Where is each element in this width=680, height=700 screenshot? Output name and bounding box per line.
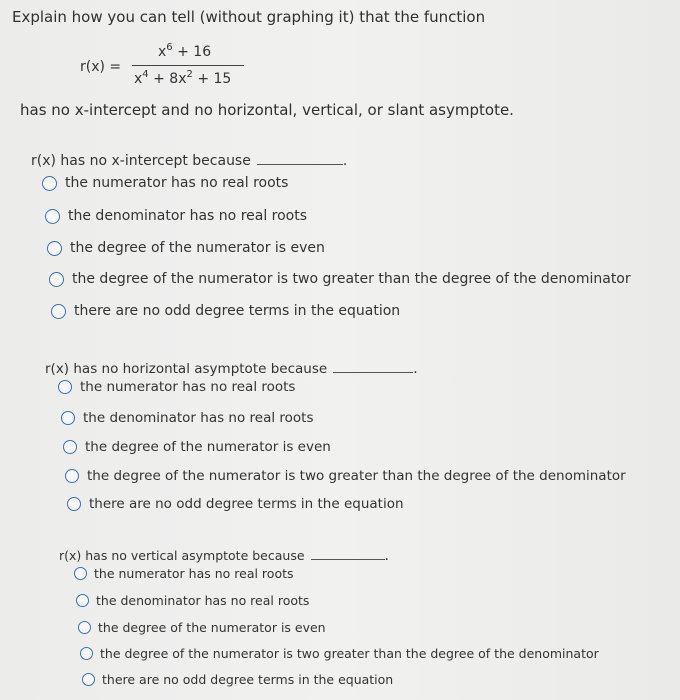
radio-button[interactable]	[65, 469, 79, 483]
option-numerator-no-real-roots[interactable]: the numerator has no real roots	[58, 379, 295, 395]
option-numerator-no-real-roots[interactable]: the numerator has no real roots	[74, 566, 294, 581]
answer-blank	[311, 547, 385, 560]
answer-blank	[257, 152, 343, 165]
answer-blank	[333, 360, 413, 373]
radio-button[interactable]	[74, 567, 87, 580]
radio-button[interactable]	[45, 209, 60, 224]
radio-button[interactable]	[76, 594, 89, 607]
horizontal-asymptote-prompt: r(x) has no horizontal asymptote because .	[45, 361, 418, 377]
radio-button[interactable]	[49, 272, 64, 287]
option-degree-two-greater[interactable]: the degree of the numerator is two greater than the degree of the denominator	[80, 646, 599, 661]
prompt-text: r(x) has no vertical asymptote because	[59, 548, 305, 563]
option-numerator-no-real-roots[interactable]: the numerator has no real roots	[42, 175, 288, 191]
radio-button[interactable]	[58, 380, 72, 394]
radio-button[interactable]	[63, 440, 77, 454]
radio-button[interactable]	[47, 241, 62, 256]
option-degree-numerator-even[interactable]: the degree of the numerator is even	[63, 439, 331, 455]
formula-denominator: $x^4 + 8x^2 + 15$	[134, 69, 232, 87]
option-degree-two-greater[interactable]: the degree of the numerator is two greater than the degree of the denominator	[49, 271, 631, 287]
prompt-text: r(x) has no x-intercept because	[31, 153, 251, 169]
option-degree-two-greater[interactable]: the degree of the numerator is two greater than the degree of the denominator	[65, 468, 626, 484]
prompt-text: r(x) has no horizontal asymptote because	[45, 361, 328, 377]
option-denominator-no-real-roots[interactable]: the denominator has no real roots	[76, 593, 309, 608]
radio-button[interactable]	[78, 621, 91, 634]
formula-lhs: r(x) =	[80, 59, 122, 75]
option-degree-numerator-even[interactable]: the degree of the numerator is even	[78, 620, 326, 635]
option-no-odd-degree-terms[interactable]: there are no odd degree terms in the equation	[67, 496, 404, 512]
vertical-asymptote-prompt: r(x) has no vertical asymptote because .	[59, 548, 389, 564]
option-no-odd-degree-terms[interactable]: there are no odd degree terms in the equation	[82, 672, 393, 687]
option-denominator-no-real-roots[interactable]: the denominator has no real roots	[45, 208, 307, 224]
radio-button[interactable]	[67, 497, 81, 511]
question-conclusion: has no x-intercept and no horizontal, vertical, or slant asymptote.	[20, 101, 514, 119]
radio-button[interactable]	[82, 673, 95, 686]
question-title: Explain how you can tell (without graphing it) that the function	[12, 8, 486, 26]
option-no-odd-degree-terms[interactable]: there are no odd degree terms in the equation	[51, 303, 400, 319]
option-denominator-no-real-roots[interactable]: the denominator has no real roots	[61, 410, 314, 426]
radio-button[interactable]	[42, 176, 57, 191]
fraction-bar	[132, 65, 244, 66]
radio-button[interactable]	[51, 304, 66, 319]
formula-numerator: $x^6 + 16$	[158, 42, 212, 60]
option-degree-numerator-even[interactable]: the degree of the numerator is even	[47, 240, 325, 256]
radio-button[interactable]	[80, 647, 93, 660]
radio-button[interactable]	[61, 411, 75, 425]
x-intercept-prompt: r(x) has no x-intercept because .	[31, 153, 348, 169]
